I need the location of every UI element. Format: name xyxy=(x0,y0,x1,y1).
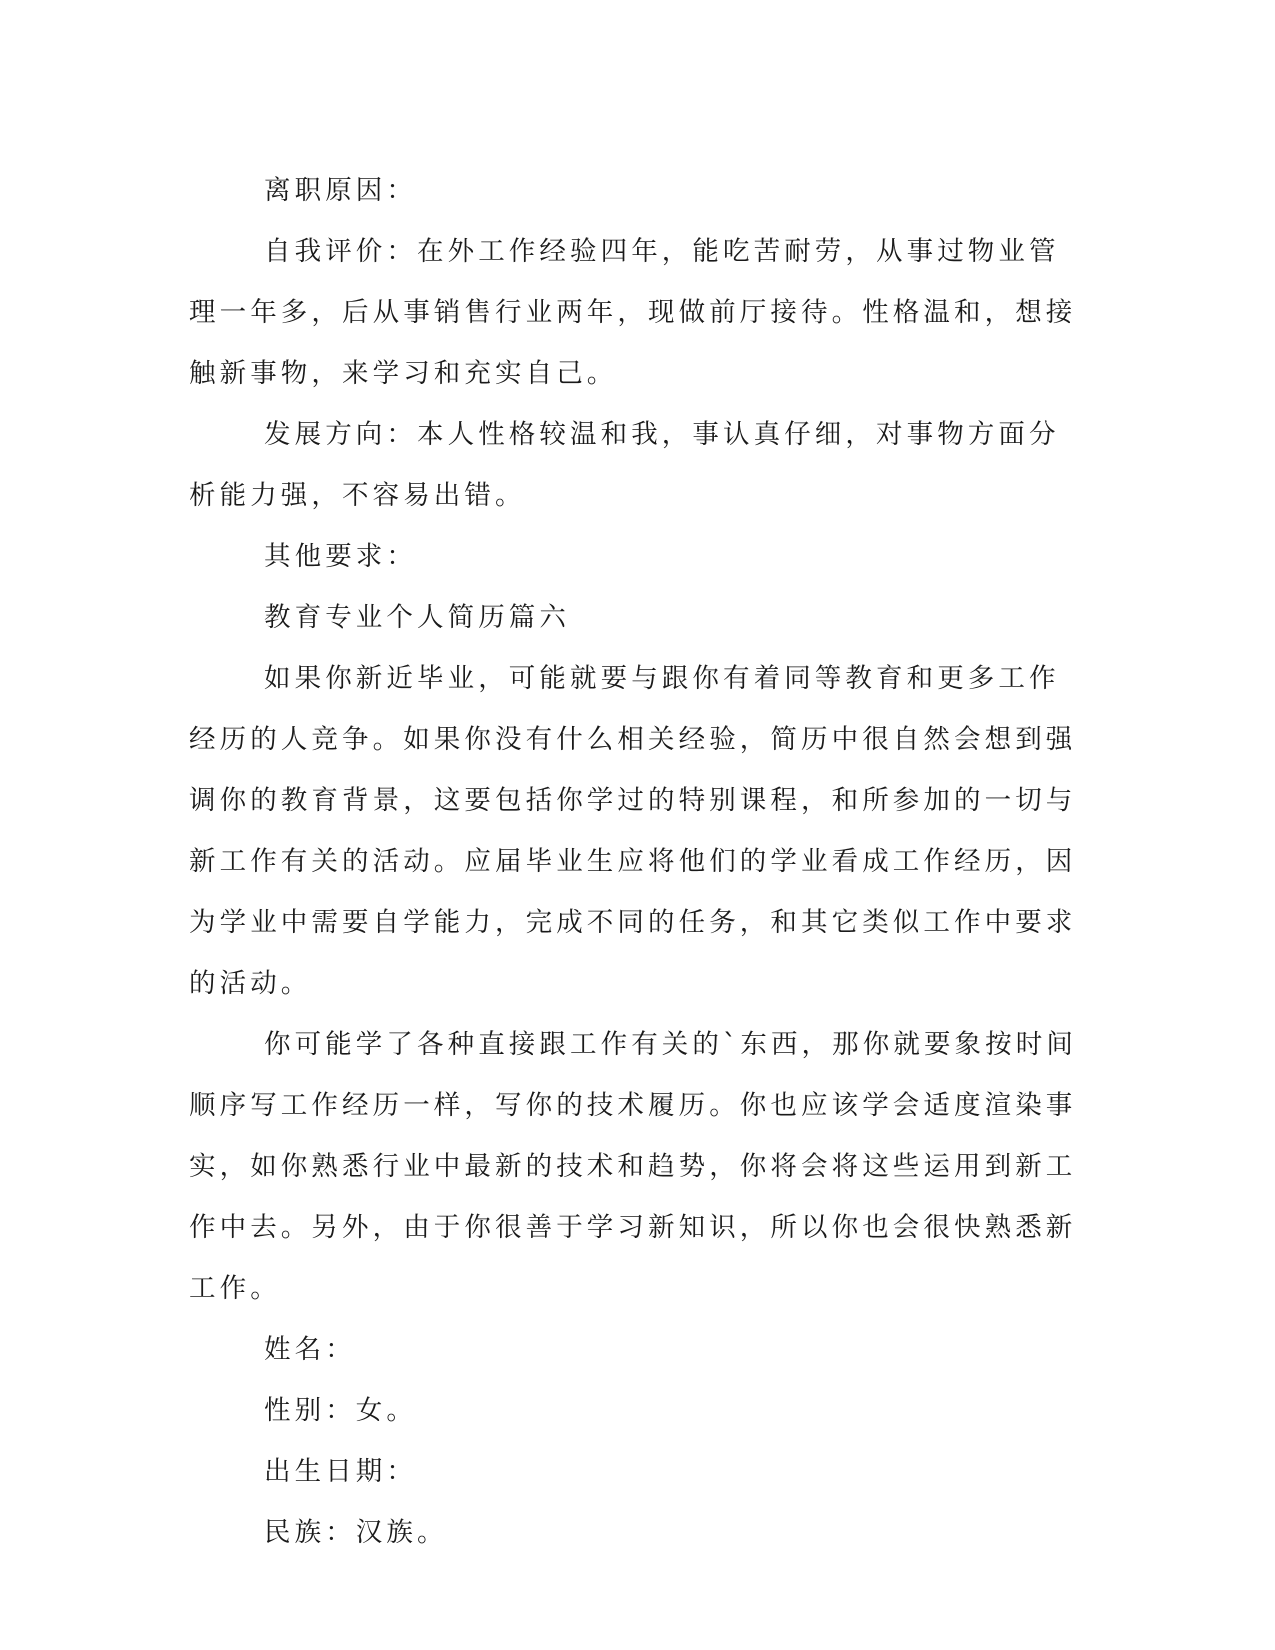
paragraph-leave-reason: 离职原因： xyxy=(264,175,417,206)
field-ethnicity: 民族：汉族。 xyxy=(264,1517,448,1548)
paragraph-technical-resume: 你可能学了各种直接跟工作有关的`东西，那你就要象按时间顺序写工作经历一样，写你的技术履历。你也应该学会适度渲染事实，如你熟悉行业中最新的技术和趋势，你将会将这些运用到新工作中去。另外，由于你很善于学习新知识，所以你也会很快熟悉新工作。 xyxy=(189,1029,1077,1304)
document-body xyxy=(189,160,1081,1563)
paragraph-other-requirements: 其他要求： xyxy=(264,541,417,572)
field-name: 姓名： xyxy=(264,1334,356,1365)
paragraph-graduate-advice: 如果你新近毕业，可能就要与跟你有着同等教育和更多工作经历的人竞争。如果你没有什么相关经验，简历中很自然会想到强调你的教育背景，这要包括你学过的特别课程，和所参加的一切与新工作有关的活动。应届毕业生应将他们的学业看成工作经历，因为学业中需要自学能力，完成不同的任务，和其它类似工作中要求的活动。 xyxy=(189,663,1077,999)
field-gender: 性别：女。 xyxy=(264,1395,417,1426)
field-birth-date: 出生日期： xyxy=(264,1456,417,1487)
paragraph-self-evaluation: 自我评价：在外工作经验四年，能吃苦耐劳，从事过物业管理一年多，后从事销售行业两年，现做前厅接待。性格温和，想接触新事物，来学习和充实自己。 xyxy=(189,236,1077,389)
section-heading: 教育专业个人简历篇六 xyxy=(264,602,570,633)
paragraph-development-direction: 发展方向：本人性格较温和我，事认真仔细，对事物方面分析能力强，不容易出错。 xyxy=(189,419,1060,511)
